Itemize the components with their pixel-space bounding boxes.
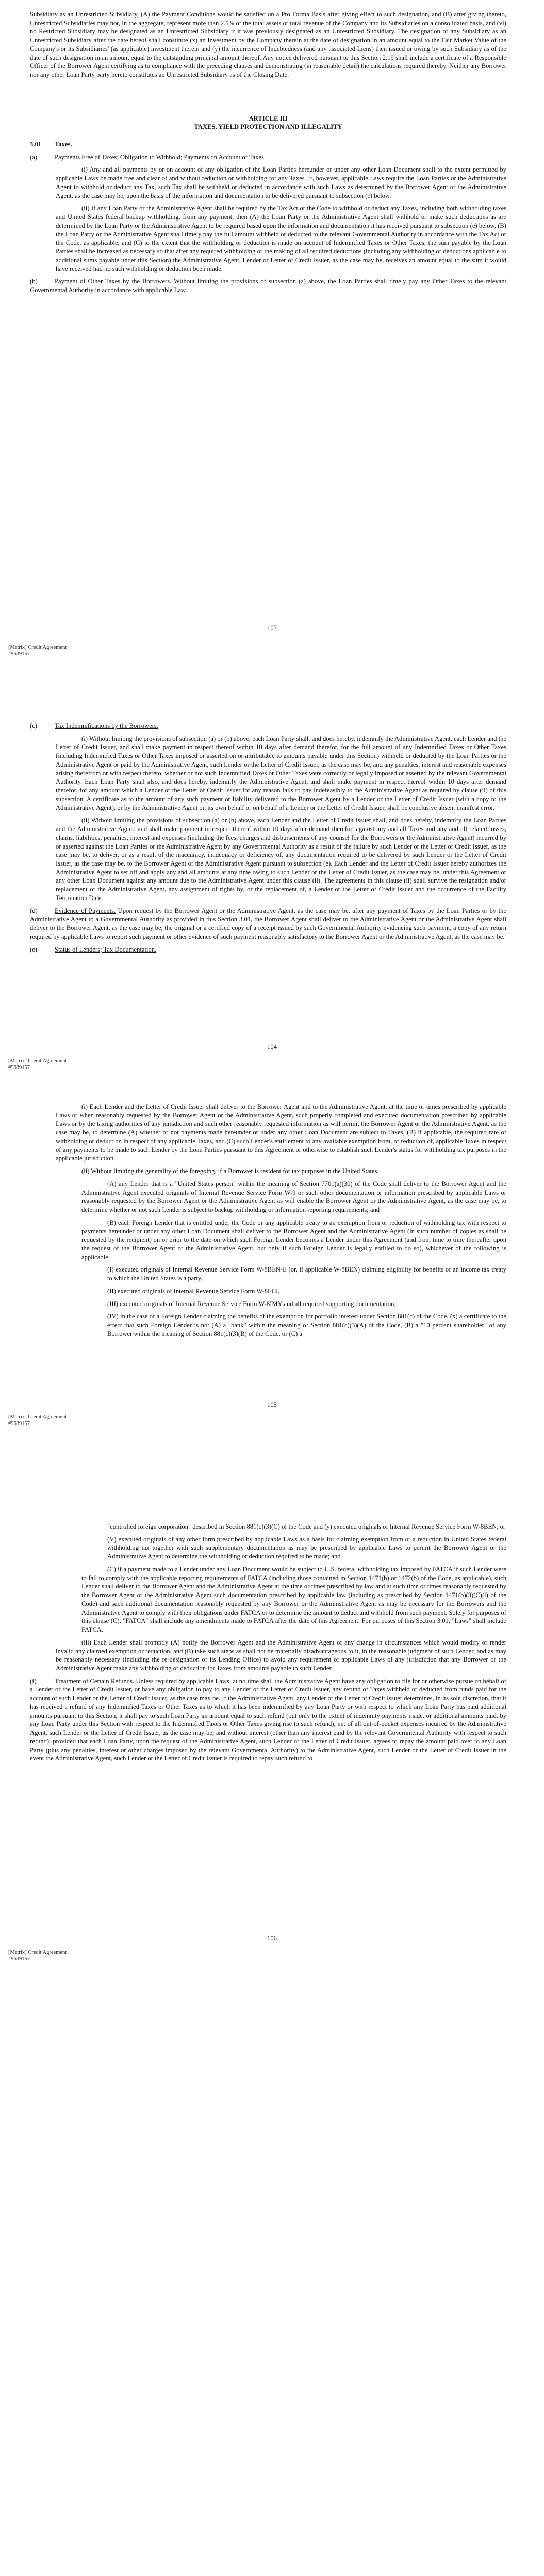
clause-e-i: (i) Each Lender and the Letter of Credit Issuer shall deliver to the Borrower Agent and to the Administrative Agent, at the time or times prescribed by applicable Laws or when reasonably requested by the Borrower Agent or the Administrative Agent, such properly completed and executed documentation prescribed by applicable Laws or by the taxing authorities of any jurisdiction and such other reasonably requested information as will permit the Borrower Agent or the Administrative Agent, as the case may be, to determine (A) whether or not payments made hereunder or under any other Loan Document are subject to Taxes, (B) if applicable, the required rate of withholding or deduction in respect of any applicable Taxes, and (C) such Lender's entitlement to any available exemption from, or reduction of, applicable Taxes in respect of any payments to be made to such Lender by the Loan Parties pursuant to this Agreement or otherwise to establish such Lender's status for withholding tax purposes in the applicable jurisdiction. <box>56 1103 506 1162</box>
footer <box>8 1949 67 1962</box>
article-subtitle: TAXES, YIELD PROTECTION AND ILLEGALITY <box>194 123 342 131</box>
page-number: 103 <box>267 624 277 632</box>
clause-e-ii-B-I: (I) executed originals of Internal Revenue Service Form W-8BEN-E (or, if applicable W-8BEN) claiming eligibility for benefits of an income tax treaty to which the United States is a party, <box>107 1266 506 1282</box>
footer-document-id: #9639157 <box>8 1421 30 1427</box>
clause-d-title: Evidence of Payments. <box>55 907 116 914</box>
clause-f-label: (f) <box>30 1677 37 1685</box>
page-content <box>30 1522 506 1767</box>
clause-e-iii: (iii) Each Lender shall promptly (A) notify the Borrower Agent and the Administrative Agent of any change in circumstances which would modify or render invalid any claimed exemption or reduction, and (B) take such steps as shall not be materially disadvantageous to it, in the reasonable judgment of such Lender, and as may be reasonably necessary (including the re-designation of its Lending Office) to avoid any requirement of applicable Laws of any jurisdiction that any Borrower or the Administrative Agent make any withholding or deduction for Taxes from amounts payable to such Lender. <box>56 1638 506 1672</box>
clause-e-label: (e) <box>30 945 37 953</box>
page-content <box>30 722 506 958</box>
footer-document-name: [Matrix] Credit Agreement <box>8 1058 67 1064</box>
clause-a-i: (i) Any and all payments by or on account of any obligation of the Loan Parties hereunder or under any other Loan Document shall to the extent permitted by applicable Laws be made free and clear of and without reduction or withholding for any Taxes. If, however, applicable Laws require the Loan Parties or the Administrative Agent to withhold or deduct any Tax, such Tax shall be withheld or deducted in accordance with such Laws as determined by the Borrower Agent or the Administrative Agent, as the case may be, upon the basis of the information and documentation to be delivered pursuant to subsection (e) below. <box>56 166 506 199</box>
intro-paragraph: Subsidiary as an Unrestricted Subsidiary, (A) the Payment Conditions would be satisfied on a Pro Forma Basis after giving effect to such designation, and (B) after giving thereto, Unrestricted Subsidiaries may not, in the aggregate, represent more than 2.5% of the total assets or total revenue of the Company and its Subsidiaries on a consolidated basis, and (vi) no Restricted Subsidiary may be designated as an Unrestricted Subsidiary if it was previously designated as an Unrestricted Subsidiary. The designation of any Subsidiary as an Unrestricted Subsidiary after the date hereof shall constitute (x) an Investment by the Company therein at the date of designation in an amount equal to the Fair Market Value of the Company's or its Subsidiaries' (as applicable) investment therein and (y) the incurrence of Indebtedness (and any associated Liens) then issued or owing by such Subsidiary as of the date of such designation in an amount equal to the outstanding principal amount thereof. Any notice delivered pursuant to this Section 2.19 shall include a certificate of a Responsible Officer of the Borrower Agent certifying as to compliance with the preceding clauses and demonstrating (in reasonable detail) the calculations required thereby. Neither any Borrower nor any other Loan Party party hereto constitutes an Unrestricted Subsidiary as of the Closing Date. <box>30 11 506 79</box>
clause-a-title: Payments Free of Taxes; Obligation to Withhold; Payments on Account of Taxes. <box>55 153 266 161</box>
clause-e-ii-B-IV-continued: "controlled foreign corporation" described in Section 881(c)(3)(C) of the Code and (y) executed originals of Internal Revenue Service Form W-8BEN, or <box>107 1523 506 1530</box>
clause-c-title: Tax Indemnifications by the Borrowers. <box>55 722 158 730</box>
clause-f-text: Unless required by applicable Laws, at no time shall the Administrative Agent have any obligation to file for or otherwise pursue on behalf of a Lender or the Letter of Credit Issuer, or have any obligation to pay to any Lender or the Letter of Credit Issuer, any refund of Taxes withheld or deducted from funds paid for the account of such Lender or the Letter of Credit Issuer, as the case may be. If the Administrative Agent, any Lender or the Letter of Credit Issuer determines, in its sole discretion, that it has received a refund of any Indemnified Taxes or Other Taxes as to which it has been indemnified by any Loan Party or with respect to which any Loan Party has paid additional amounts pursuant to this Section, it shall pay to such Loan Party an amount equal to such refund (but only to the extent of indemnity payments made, or additional amounts paid, by any Loan Party under this Section with respect to the Indemnified Taxes or Other Taxes giving rise to such refund), net of all out-of-pocket expenses incurred by the Administrative Agent, such Lender or the Letter of Credit Issuer, as the case may be, and without interest (other than any interest paid by the relevant Governmental Authority with respect to such refund), provided that each Loan Party, upon the request of the Administrative Agent, such Lender or the Letter of Credit Issuer, agrees to repay the amount paid over to any Loan Party (plus any penalties, interest or other charges imposed by the relevant Governmental Authority) to the Administrative Agent, such Lender or the Letter of Credit Issuer in the event the Administrative Agent, such Lender or the Letter of Credit Issuer is required to repay such refund to <box>30 1677 506 1762</box>
clause-c-label: (c) <box>30 722 37 730</box>
clause-d-text: Upon request by the Borrower Agent or the Administrative Agent, as the case may be, after any payment of Taxes by the Loan Parties or by the Administrative Agent to a Governmental Authority as provided in this Section 3.01, the Borrower Agent shall deliver to the Administrative Agent or the Administrative Agent shall deliver to the Borrower Agent, as the case may be, the original or a certified copy of a receipt issued by such Governmental Authority evidencing such payment, a copy of any return required by applicable Laws to report such payment or other evidence of such payment reasonably satisfactory to the Borrower Agent or the Administrative Agent, as the case may be. <box>30 907 507 940</box>
footer-document-id: #9639157 <box>8 1065 30 1071</box>
clause-e-ii-B-IV: (IV) in the case of a Foreign Lender claiming the benefits of the exemption for portfolio interest under Section 881(c) of the Code, (x) a certificate to the effect that such Foreign Lender is not (A) a "bank" within the meaning of Section 881(c)(3)(A) of the Code, (B) a "10 percent shareholder" of any Borrower within the meaning of Section 881(c)(3)(B) of the Code, or (C) a <box>107 1313 506 1337</box>
footer-document-id: #9639157 <box>8 651 30 657</box>
section-heading <box>30 140 506 149</box>
clause-e-ii-B: (B) each Foreign Lender that is entitled under the Code or any applicable treaty to an exemption from or reduction of withholding tax with respect to payments hereunder or under any other Loan Document shall deliver to the Borrower Agent and the Administrative Agent (in such number of copies as shall be requested by the recipient) on or prior to the date on which such Foreign Lender becomes a Lender under this Agreement (and from time to time thereafter upon the request of the Borrower Agent or the Administrative Agent, but only if such Foreign Lender is legally entitled to do so), whichever of the following is applicable: <box>81 1218 506 1261</box>
clause-e-title: Status of Lenders; Tax Documentation. <box>55 945 157 953</box>
clause-a-label: (a) <box>30 153 37 161</box>
footer <box>8 644 67 657</box>
clause-e-ii-A: (A) any Lender that is a "United States person" within the meaning of Section 7701(a)(30) of the Code shall deliver to the Borrower Agent and the Administrative Agent executed originals of Internal Revenue Service Form W-9 or such other documentation or information prescribed by applicable Laws or reasonably requested by the Borrower Agent or the Administrative Agent as will enable the Borrower Agent or the Administrative Agent, as the case may be, to determine whether or not such Lender is subject to backup withholding or information reporting requirements; and <box>81 1180 506 1214</box>
footer-document-name: [Matrix] Credit Agreement <box>8 1950 67 1955</box>
footer <box>8 1414 67 1427</box>
footer-document-name: [Matrix] Credit Agreement <box>8 1414 67 1420</box>
page-103 <box>0 0 544 703</box>
page-number: 105 <box>267 1401 277 1409</box>
clause-c-ii: (ii) Without limiting the provisions of subsection (a) or (b) above, each Lender and the Letter of Credit Issuer shall, and does hereby, indemnify the Loan Parties and the Administrative Agent, and shall make payment in respect thereof within 10 days after demand therefor, against any and all Taxes and any and all related losses, claims, liabilities, penalties, interest and expenses (including the fees, charges and disbursements of any counsel for the Borrowers or the Administrative Agent) incurred by or asserted against the Loan Parties or the Administrative Agent by any Governmental Authority as a result of the failure by such Lender or the Letter of Credit Issuer, as the case may be, to deliver, or as a result of the inaccuracy, inadequacy or deficiency of, any documentation required to be delivered by such Lender or the Letter of Credit Issuer, as the case may be, to the Borrower Agent or the Administrative Agent pursuant to subsection (e). Each Lender and the Letter of Credit Issuer hereby authorizes the Administrative Agent to set off and apply any and all amounts at any time owing to such Lender or the Letter of Credit Issuer, as the case may be, under this Agreement or any other Loan Document against any amount due to the Administrative Agent under this clause (ii). The agreements in this clause (ii) shall survive the resignation and/or replacement of the Administrative Agent, any assignment of rights by, or the replacement of, a Lender or the Letter of Credit Issuer and the occurrence of the Facility Termination Date. <box>56 817 506 902</box>
footer-document-name: [Matrix] Credit Agreement <box>8 645 67 650</box>
clause-e-ii-B-III: (III) executed originals of Internal Revenue Service Form W-8IMY and all required supporting documentation, <box>107 1300 396 1308</box>
clause-d-label: (d) <box>30 907 38 914</box>
page-106 <box>0 1523 544 2576</box>
footer-document-id: #9639157 <box>8 1956 30 1962</box>
clause-e-ii-B-V: (V) executed originals of any other form prescribed by applicable Laws as a basis for claiming exemption from or a reduction in United States federal withholding tax together with such supplementary documentation as may be prescribed by applicable Laws to permit the Borrower Agent or the Administrative Agent to determine the withholding or deduction required to be made; and <box>107 1535 506 1561</box>
clause-e-ii: (ii) Without limiting the generality of the foregoing, if a Borrower is resident for tax purposes in the United States, <box>81 1167 379 1175</box>
section-title: Taxes. <box>55 141 72 148</box>
clause-b-title: Payment of Other Taxes by the Borrowers. <box>55 278 172 285</box>
clause-f <box>30 1677 506 1763</box>
clause-d <box>30 907 506 941</box>
page-content <box>30 10 506 83</box>
clause-b-label: (b) <box>30 278 38 285</box>
section-3-01 <box>30 140 506 299</box>
clause-f-title: Treatment of Certain Refunds. <box>55 1677 135 1685</box>
clause-c-heading <box>30 722 506 731</box>
article-title: ARTICLE III <box>249 115 288 122</box>
article-heading <box>30 114 506 131</box>
clause-b <box>30 277 506 294</box>
clause-e-ii-C: (C) if a payment made to a Lender under any Loan Document would be subject to U.S. federal withholding tax imposed by FATCA if such Lender were to fail to comply with the applicable reporting requirements of FATCA (including those contained in Section 1471(b) or 1472(b) of the Code, as applicable), such Lender shall deliver to the Borrower Agent and the Administrative Agent at the time or times prescribed by law and at such time or times reasonably requested by the Borrower Agent or the Administrative Agent such documentation prescribed by applicable law (including as prescribed by Section 1471(b)(3)(C)(i) of the Code) and such additional documentation reasonably requested by any Borrower or the Administrative Agent as may be necessary for the Borrowers and the Administrative Agent to comply with their obligations under FATCA or to determine the amount to deduct and withhold from such payment. Solely for purposes of this clause (C), "FATCA" shall include any amendments made to FATCA after the date of this Agreement. For purposes of this Section 3.01, "Laws" shall include FATCA. <box>81 1565 506 1634</box>
footer <box>8 1058 67 1071</box>
clause-e-heading <box>30 945 506 954</box>
clause-b-text: Without limiting the provisions of subsection (a) above, the Loan Parties shall timely pay any Other Taxes to the relevant Governmental Authority in accordance with applicable Law. <box>30 278 506 294</box>
section-number: 3.01 <box>30 141 42 148</box>
clause-a-heading <box>30 153 506 162</box>
page-number: 104 <box>267 1043 277 1050</box>
clause-c-i: (i) Without limiting the provisions of subsection (a) or (b) above, each Loan Party shall, and does hereby, indemnify the Administrative Agent, each Lender and the Letter of Credit Issuer, and shall make payment in respect thereof within 10 days after demand therefor, for the full amount of any Indemnified Taxes or Other Taxes (including Indemnified Taxes or Other Taxes imposed or asserted on or attributable to amounts payable under this Section) withheld or deducted by the Loan Parties or the Administrative Agent or paid by the Administrative Agent, such Lender or the Letter of Credit Issuer, as the case may be, and any penalties, interest and reasonable expenses arising therefrom or with respect thereto, whether or not such Indemnified Taxes or Other Taxes were correctly or legally imposed or asserted by the relevant Governmental Authority. Each Loan Party shall also, and does hereby, indemnify the Administrative Agent, and shall make payment in respect thereof within 10 days after demand therefor, for any amount which a Lender or the Letter of Credit Issuer for any reason fails to pay indefeasibly to the Administrative Agent as required by clause (ii) of this subsection. A certificate as to the amount of any such payment or liability delivered to the Borrower Agent by a Lender or the Letter of Credit Issuer (with a copy to the Administrative Agent), or by the Administrative Agent on its own behalf or on behalf of a Lender or the Letter of Credit Issuer, shall be conclusive absent manifest error. <box>56 735 506 811</box>
page-content <box>30 1103 506 1343</box>
page-number: 106 <box>267 1935 277 1942</box>
clause-e-ii-B-II: (II) executed originals of Internal Revenue Service Form W-8ECI, <box>107 1287 280 1295</box>
clause-a-ii: (ii) If any Loan Party or the Administrative Agent shall be required by the Tax Act or the Code to withhold or deduct any Taxes, including both withholding taxes and United States federal backup withholding, from any payment, then (A) the Loan Party or the Administrative Agent shall withhold or make such deductions as are determined by the Loan Party or the Administrative Agent to be required based upon the information and documentation it has received pursuant to subsection (e) below, (B) the Loan Party or the Administrative Agent shall timely pay the full amount withheld or deducted to the relevant Governmental Authority in accordance with the Tax Act or the Code, as applicable, and (C) to the extent that the withholding or deduction is made on account of Indemnified Taxes or Other Taxes, the sum payable by the Loan Parties shall be increased as necessary so that after any required withholding or the making of all required deductions (including any withholding or deductions applicable to additional sums payable under this Section) the Administrative Agent, Lender or Letter of Credit Issuer, as the case may be, receives an amount equal to the sum it would have received had no such withholding or deduction been made. <box>56 205 506 273</box>
